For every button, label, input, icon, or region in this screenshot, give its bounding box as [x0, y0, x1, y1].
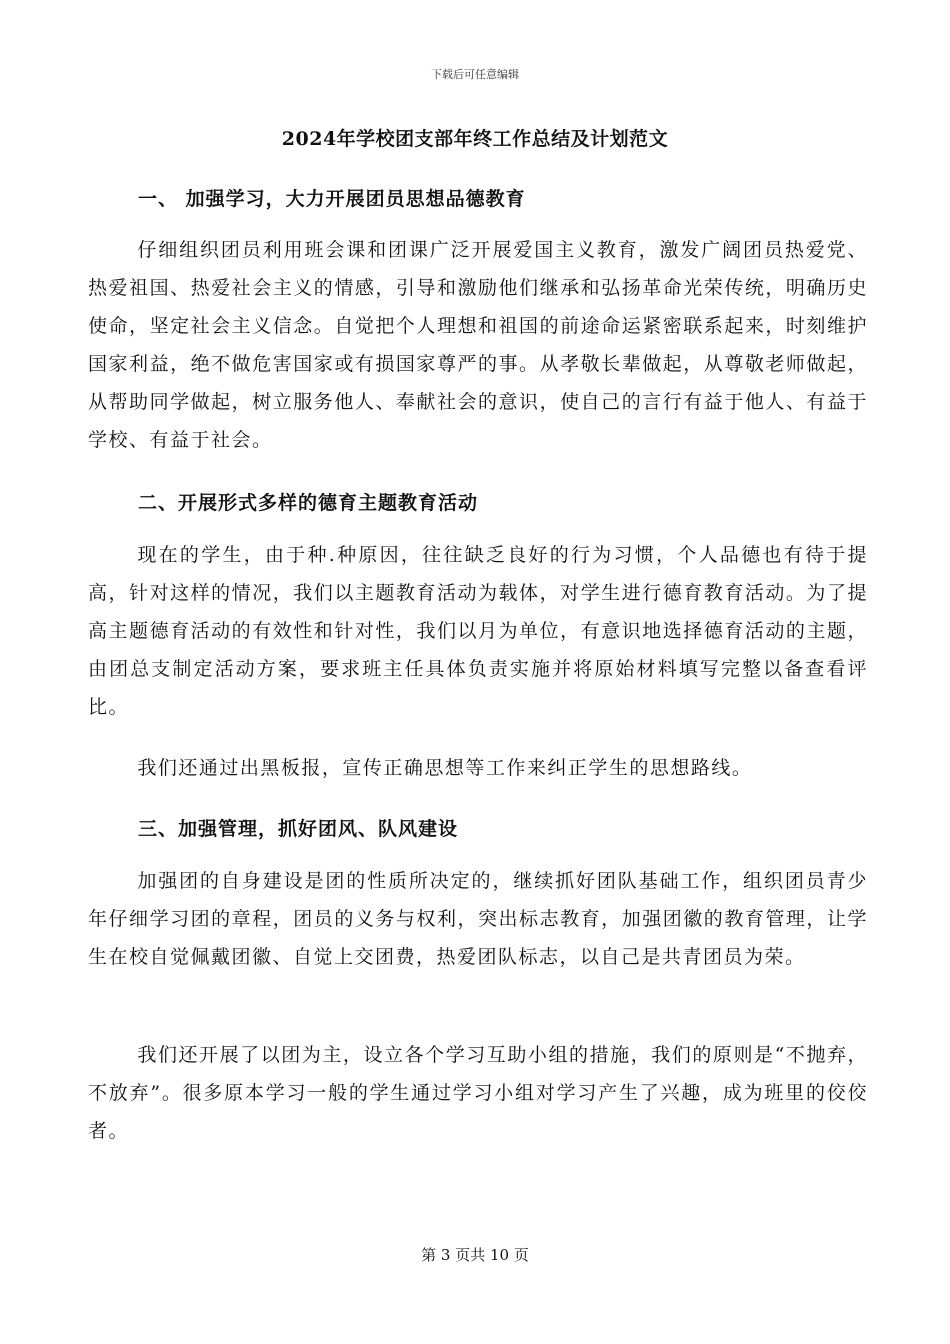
page-header-note: 下载后可任意编辑 — [431, 68, 519, 81]
section-2-paragraph-2: 我们还通过出黑板报，宣传正确思想等工作来纠正学生的思想路线。 — [137, 757, 753, 779]
page-number-footer: 第 3 页共 10 页 — [421, 1246, 529, 1264]
section-heading-3: 三、加强管理，抓好团风、队风建设 — [138, 818, 459, 840]
section-heading-2: 二、开展形式多样的德育主题教育活动 — [138, 492, 479, 514]
section-3-paragraph-2: 我们还开展了以团为主，设立各个学习互助小组的措施，我们的原则是“不抛弃，不放弃”。很多原本学习一般的学生通过学习小组对学习产生了兴趣，成为班里的佼佼者。 — [88, 1044, 868, 1142]
section-1-paragraph-1: 仔细组织团员利用班会课和团课广泛开展爱国主义教育，激发广阔团员热爱党、热爱祖国、热爱社会主义的情感，引导和激励他们继承和弘扬革命光荣传统，明确历史使命，坚定社会主义信念。自觉把个人理想和祖国的前途命运紧密联系起来，时刻维护国家利益，绝不做危害国家或有损国家尊严的事。从孝敬长辈做起，从尊敬老师做起，从帮助同学做起，树立服务他人、奉献社会的意识，使自己的言行有益于他人、有益于学校、有益于社会。 — [88, 239, 868, 451]
section-3-paragraph-1: 加强团的自身建设是团的性质所决定的，继续抓好团队基础工作，组织团员青少年仔细学习团的章程，团员的义务与权利，突出标志教育，加强团徽的教育管理，让学生在校自觉佩戴团徽、自觉上交团费，热爱团队标志，以自己是共青团员为荣。 — [88, 870, 868, 968]
document-title: 2024年学校团支部年终工作总结及计划范文 — [281, 128, 669, 150]
section-2-paragraph-1: 现在的学生，由于种.种原因，往往缺乏良好的行为习惯，个人品德也有待于提高，针对这样的情况，我们以主题教育活动为载体，对学生进行德育教育活动。为了提高主题德育活动的有效性和针对性，我们以月为单位，有意识地选择德育活动的主题，由团总支制定活动方案，要求班主任具体负责实施并将原始材料填写完整以备查看评比。 — [88, 544, 868, 718]
section-heading-1: 一、 加强学习，大力开展团员思想品德教育 — [138, 188, 526, 210]
